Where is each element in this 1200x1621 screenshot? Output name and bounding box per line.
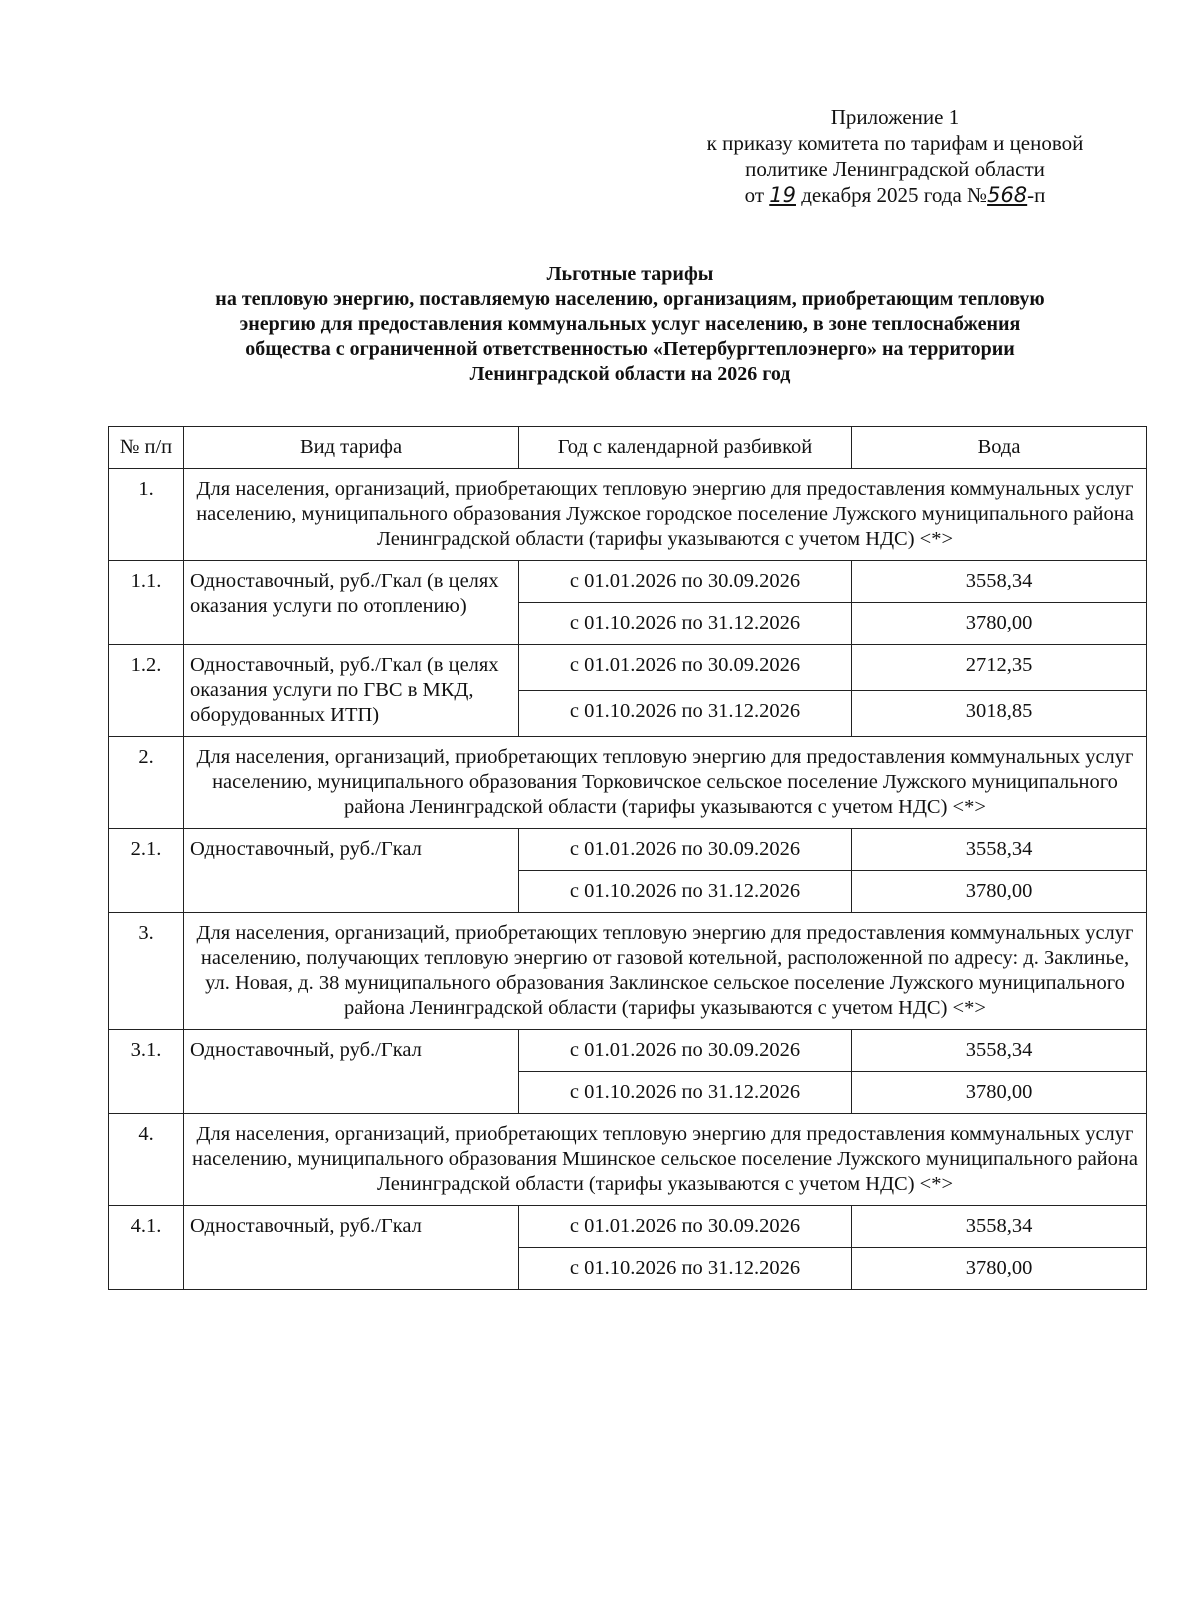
title-line-4: общества с ограниченной ответственностью «Петербургтеплоэнерго» на территории — [245, 338, 1015, 360]
title-line-5: Ленинградской области на 2026 год — [469, 363, 791, 385]
period: с 01.10.2026 по 31.12.2026 — [519, 1248, 852, 1290]
handwritten-order-number: 568 — [987, 183, 1028, 207]
group-row — [109, 469, 1147, 561]
period: с 01.10.2026 по 31.12.2026 — [519, 1072, 852, 1114]
item-number: 4.1. — [109, 1206, 184, 1290]
group-description: Для населения, организаций, приобретающих тепловую энергию для предоставления коммунальных услуг населению, муниципального образования Лужское городское поселение Лужского муниципального района Ленинградской области (тарифы указываются с учетом НДС) <*> — [184, 469, 1147, 561]
tariff-type: Одноставочный, руб./Гкал — [184, 829, 519, 913]
title-line-3: энергию для предоставления коммунальных услуг населению, в зоне теплоснабжения — [239, 313, 1021, 335]
period: с 01.01.2026 по 30.09.2026 — [519, 1206, 852, 1248]
group-description: Для населения, организаций, приобретающих тепловую энергию для предоставления коммунальных услуг населению, муниципального образования Торковичское сельское поселение Лужского муниципального района Ленинградской области (тарифы указываются с учетом НДС) <*> — [184, 737, 1147, 829]
period: с 01.10.2026 по 31.12.2026 — [519, 603, 852, 645]
handwritten-day: 19 — [769, 183, 796, 207]
water-value: 2712,35 — [852, 645, 1147, 691]
appendix-line-2: к приказу комитета по тарифам и ценовой — [706, 131, 1084, 155]
period: с 01.10.2026 по 31.12.2026 — [519, 691, 852, 737]
tariff-type: Одноставочный, руб./Гкал (в целях оказания услуги по отоплению) — [184, 561, 519, 645]
date-mid: декабря 2025 года № — [795, 183, 988, 207]
tariff-type: Одноставочный, руб./Гкал — [184, 1030, 519, 1114]
header-number: № п/п — [109, 427, 184, 469]
water-value: 3558,34 — [852, 1030, 1147, 1072]
document-title — [105, 262, 1155, 387]
tariff-type: Одноставочный, руб./Гкал (в целях оказания услуги по ГВС в МКД, оборудованных ИТП) — [184, 645, 519, 737]
header-period: Год с календарной разбивкой — [519, 427, 852, 469]
group-number: 1. — [109, 469, 184, 561]
item-number: 2.1. — [109, 829, 184, 913]
water-value: 3018,85 — [852, 691, 1147, 737]
tariffs-table — [108, 426, 1147, 1290]
item-number: 1.2. — [109, 645, 184, 737]
group-description: Для населения, организаций, приобретающих тепловую энергию для предоставления коммунальных услуг населению, получающих тепловую энергию от газовой котельной, расположенной по адресу: д. Заклинье, ул. Новая, д. 38 муниципального образования Заклинское сельское поселение Лужского муниципального района Ленинградской области (тарифы указываются с учетом НДС) <*> — [184, 913, 1147, 1030]
appendix-date-line — [640, 182, 1150, 208]
item-number: 1.1. — [109, 561, 184, 645]
group-description: Для населения, организаций, приобретающих тепловую энергию для предоставления коммунальных услуг населению, муниципального образования Мшинское сельское поселение Лужского муниципального района Ленинградской области (тарифы указываются с учетом НДС) <*> — [184, 1114, 1147, 1206]
table-row — [109, 645, 1147, 691]
table-row — [109, 1030, 1147, 1072]
header-tariff-type: Вид тарифа — [184, 427, 519, 469]
title-line-1: Льготные тарифы — [546, 263, 714, 285]
period: с 01.01.2026 по 30.09.2026 — [519, 829, 852, 871]
water-value: 3780,00 — [852, 1248, 1147, 1290]
water-value: 3558,34 — [852, 561, 1147, 603]
period: с 01.10.2026 по 31.12.2026 — [519, 871, 852, 913]
water-value: 3780,00 — [852, 603, 1147, 645]
appendix-header — [640, 104, 1150, 208]
group-row — [109, 737, 1147, 829]
appendix-line-1: Приложение 1 — [830, 105, 960, 129]
group-row — [109, 913, 1147, 1030]
table-row — [109, 829, 1147, 871]
period: с 01.01.2026 по 30.09.2026 — [519, 645, 852, 691]
table-header-row — [109, 427, 1147, 469]
item-number: 3.1. — [109, 1030, 184, 1114]
date-prefix: от — [744, 183, 770, 207]
appendix-line-3: политике Ленинградской области — [745, 157, 1045, 181]
group-row — [109, 1114, 1147, 1206]
water-value: 3558,34 — [852, 1206, 1147, 1248]
title-line-2: на тепловую энергию, поставляемую населению, организациям, приобретающим тепловую — [215, 288, 1045, 310]
table-row — [109, 561, 1147, 603]
table-row — [109, 1206, 1147, 1248]
order-suffix: -п — [1027, 183, 1046, 207]
period: с 01.01.2026 по 30.09.2026 — [519, 1030, 852, 1072]
water-value: 3558,34 — [852, 829, 1147, 871]
period: с 01.01.2026 по 30.09.2026 — [519, 561, 852, 603]
water-value: 3780,00 — [852, 1072, 1147, 1114]
group-number: 4. — [109, 1114, 184, 1206]
tariff-type: Одноставочный, руб./Гкал — [184, 1206, 519, 1290]
water-value: 3780,00 — [852, 871, 1147, 913]
group-number: 2. — [109, 737, 184, 829]
group-number: 3. — [109, 913, 184, 1030]
header-water: Вода — [852, 427, 1147, 469]
